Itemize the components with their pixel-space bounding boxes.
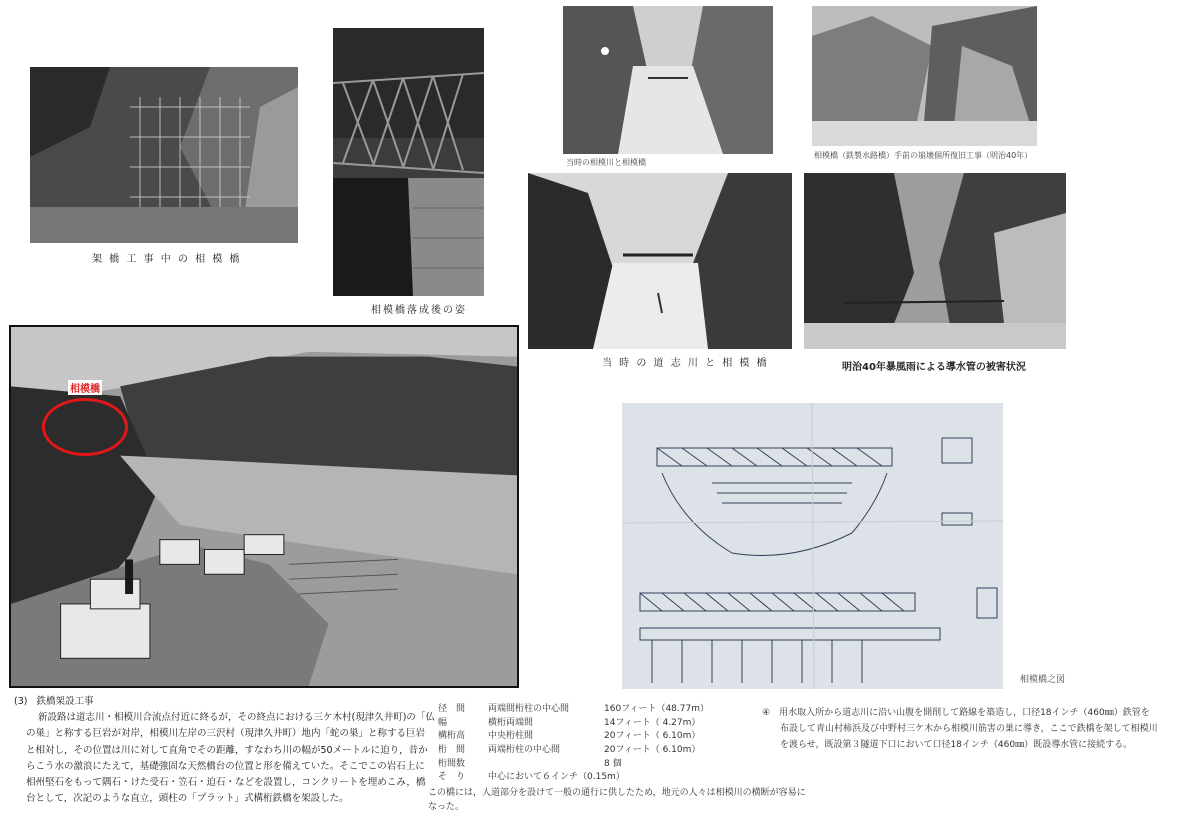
caption-old-river-small: 当時の相模川と相模橋 [566, 158, 646, 167]
caption-damage-large: 明治40年暴風雨による導水管の被害状況 [842, 362, 1026, 373]
spec-desc: 両端間桁柱の中心間 [488, 704, 570, 715]
spec-footer [428, 786, 806, 814]
spec-row [438, 755, 715, 769]
photo-damage-repair-small [812, 6, 1037, 146]
spec-label: 桁 間 [438, 745, 466, 756]
caption-diagram: 相模橋之図 [1020, 675, 1066, 685]
photo-damage-large [804, 173, 1066, 349]
paragraph-line: の巣」と称する巨岩が対岸，相模川左岸の三沢村（現津久井町）地内「蛇の巣」と称する巨岩 [26, 728, 426, 740]
paragraph-line: 新設路は道志川・相模川合流点付近に終るが，その終点における三ケ木村(現津久井町)の「仏 [38, 712, 435, 723]
spec-label: 幅 [438, 717, 448, 728]
caption-damage-small: 相模橋（鉄製水路橋）手前の崩壊個所復旧工事（明治40年） [814, 151, 1033, 160]
note-line: を渡らせ，既設第３隧道下口において口径18インチ（460㎜）既設導水管に接続する。 [780, 740, 1133, 750]
main-paragraph [26, 710, 435, 808]
spec-value: 160フィート（48.77m） [604, 704, 709, 715]
spec-footer-line: なった。 [428, 802, 465, 812]
caption-construction: 架 橋 工 事 中 の 相 模 橋 [92, 254, 242, 265]
spec-desc: 横桁両端間 [488, 717, 534, 728]
caption-old-river-large: 当 時 の 道 志 川 と 相 模 橋 [602, 358, 769, 369]
paragraph-line: 相州堅石をもって隅石・けた受石・笠石・迫石・などを設置し，コンクリートを埋めこみ，橋 [26, 777, 426, 789]
spec-value: 14フィート（ 4.27m） [604, 717, 701, 728]
spec-desc [488, 755, 604, 769]
spec-row [438, 715, 715, 729]
spec-label: そ り [438, 772, 466, 783]
bridge-specs-table [438, 701, 715, 783]
spec-row [438, 728, 715, 742]
photo-old-river-large [528, 173, 792, 349]
photo-old-river-small [563, 6, 773, 154]
annotation-circle [42, 398, 128, 456]
spec-value: 20フィート（ 6.10m） [604, 745, 701, 756]
photo-bridge-blueprint [622, 403, 1003, 689]
paragraph-line: らこう水の激浪にたえて，基礎強固な天然橋台の位置と形を備えていた。そこでこの岩石上に [26, 760, 425, 772]
spec-row [438, 742, 715, 756]
spec-row [438, 701, 715, 715]
spec-value: 20フィート（ 6.10m） [604, 731, 701, 742]
photo-bridge-construction [30, 67, 298, 243]
spec-desc: 中央桁柱間 [488, 731, 534, 742]
spec-label: 径 間 [438, 704, 466, 715]
spec-label: 構桁高 [438, 731, 466, 742]
note-line: 布設して青山村柿浜及び中野村三ケ木から相模川筋害の巣に導き，ここで鉄橋を架して相模川 [780, 724, 1158, 734]
spec-desc: 中心において６インチ（0.15m） [488, 772, 625, 783]
note-line: ④ 用水取入所から道志川に沿い山腹を開削して路線を築造し，口径18インチ（460㎜）鉄管を [762, 708, 1150, 718]
caption-completed: 相模橋落成後の姿 [371, 305, 467, 316]
spec-row [438, 769, 715, 783]
label-sagami-bridge: 相模橋 [68, 380, 102, 395]
paragraph-line: と相対し，その位置は川に対して直角でその距離，すなわち川の幅が50メートルに迫り，昔か [26, 744, 428, 756]
spec-label: 桁間数 [438, 758, 466, 769]
spec-footer-line: この橋には，人道部分を設けて一般の通行に供したため，地元の人々は相模川の横断が容易に [428, 788, 806, 798]
spec-value: 8 個 [604, 758, 622, 769]
pipeline-note [762, 705, 1158, 753]
section-number: (3) [14, 696, 28, 707]
paragraph-line: 台として，次記のような直立，頭柱の「プラット」式構桁鉄橋を架設した。 [26, 793, 349, 805]
photo-bridge-completed [333, 28, 484, 296]
spec-desc: 両端桁柱の中心間 [488, 745, 561, 756]
section-heading [14, 693, 94, 707]
section-title: 鉄橋架設工事 [36, 696, 94, 707]
